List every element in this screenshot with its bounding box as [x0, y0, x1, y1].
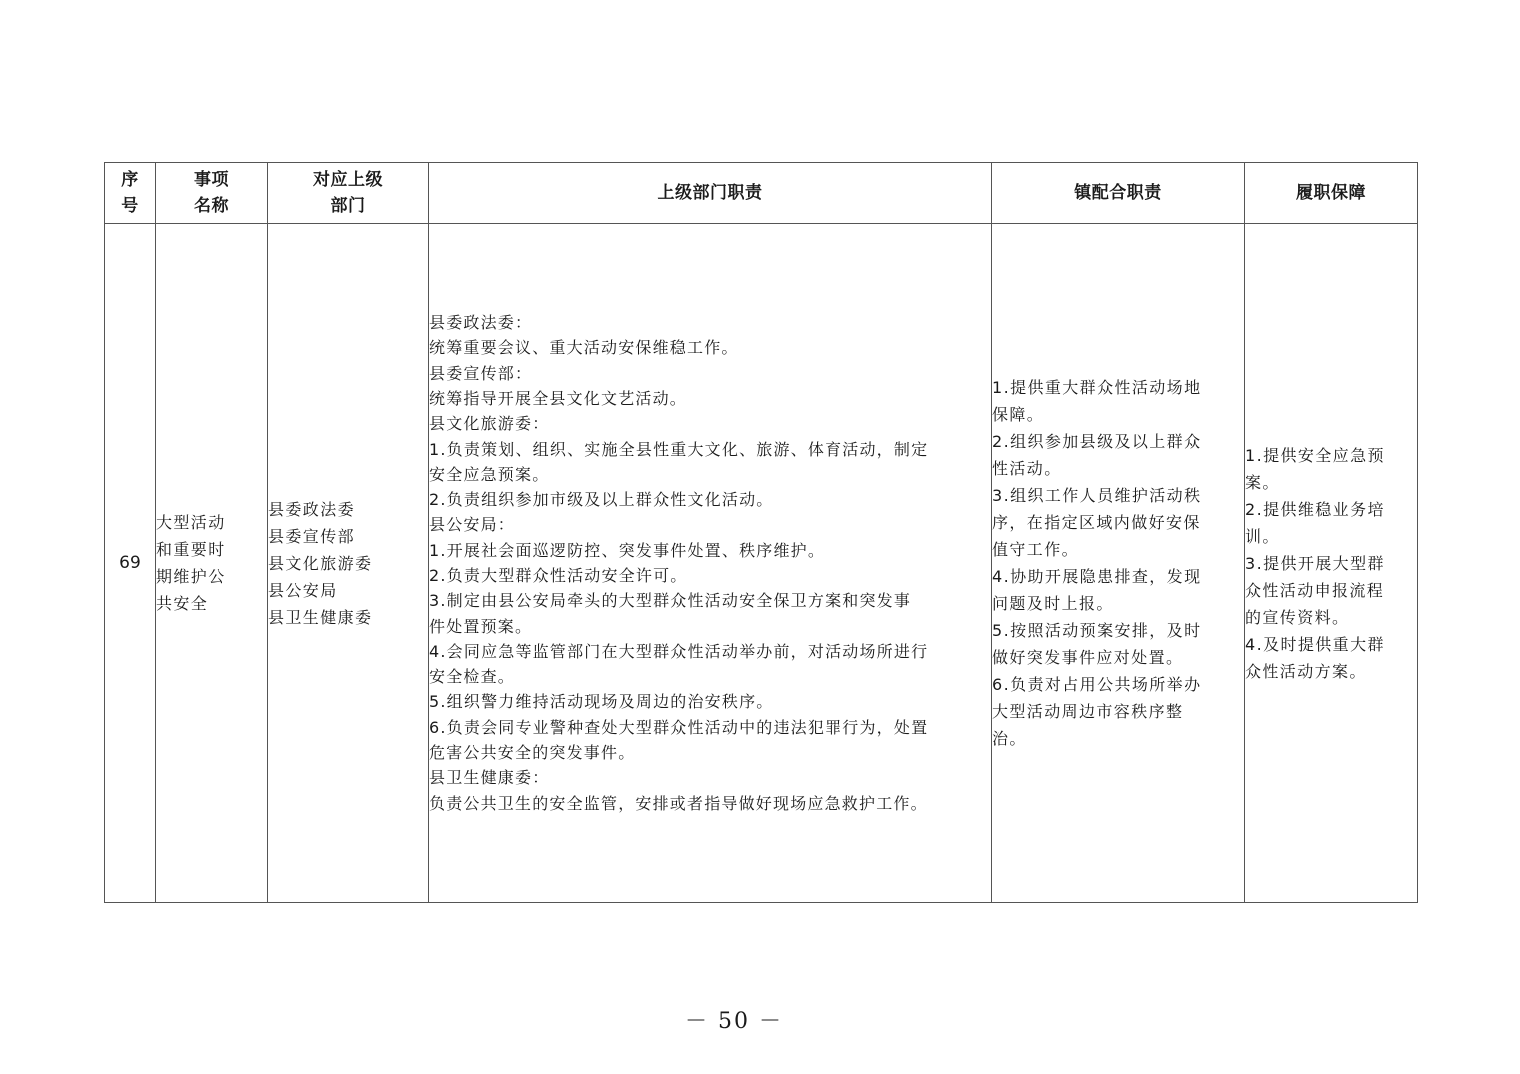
header-superior-duties: 上级部门职责: [429, 163, 992, 224]
header-superior-dept: 对应上级 部门: [268, 163, 429, 224]
row-index: 69: [105, 224, 156, 903]
row-guarantee: 1.提供安全应急预 案。 2.提供维稳业务培 训。 3.提供开展大型群 众性活动申报流程 的宣传资料。 4.及时提供重大群 众性活动方案。: [1245, 224, 1418, 903]
responsibility-table: [104, 162, 1418, 903]
header-town-duties: 镇配合职责: [992, 163, 1245, 224]
header-index: 序 号: [105, 163, 156, 224]
table-header-row: [105, 163, 1418, 224]
row-superior-duties: 县委政法委： 统筹重要会议、重大活动安保维稳工作。 县委宣传部： 统筹指导开展全县文化文艺活动。 县文化旅游委： 1.负责策划、组织、实施全县性重大文化、旅游、体育活动，制定 安全应急预案。 2.负责组织参加市级及以上群众性文化活动。 县公安局： 1.开展社会面巡逻防控、突发事件处置、秩序维护。 2.负责大型群众性活动安全许可。 3.制定由县公安局牵头的大型群众性活动安全保卫方案和突发事 件处置预案。 4.会同应急等监管部门在大型群众性活动举办前，对活动场所进行 安全检查。 5.组织警力维持活动现场及周边的治安秩序。 6.负责会同专业警种查处大型群众性活动中的违法犯罪行为，处置 危害公共安全的突发事件。 县卫生健康委： 负责公共卫生的安全监管，安排或者指导做好现场应急救护工作。: [429, 224, 992, 903]
row-town-duties: 1.提供重大群众性活动场地 保障。 2.组织参加县级及以上群众 性活动。 3.组织工作人员维护活动秩 序，在指定区域内做好安保 值守工作。 4.协助开展隐患排查，发现 问题及时上报。 5.按照活动预案安排，及时 做好突发事件应对处置。 6.负责对占用公共场所举办 大型活动周边市容秩序整 治。: [992, 224, 1245, 903]
header-guarantee: 履职保障: [1245, 163, 1418, 224]
header-item-name: 事项 名称: [156, 163, 268, 224]
table-row: [105, 224, 1418, 903]
page-number: － 50 －: [685, 1009, 783, 1034]
row-superior-dept: 县委政法委 县委宣传部 县文化旅游委 县公安局 县卫生健康委: [268, 224, 429, 903]
row-item-name: 大型活动 和重要时 期维护公 共安全: [156, 224, 268, 903]
